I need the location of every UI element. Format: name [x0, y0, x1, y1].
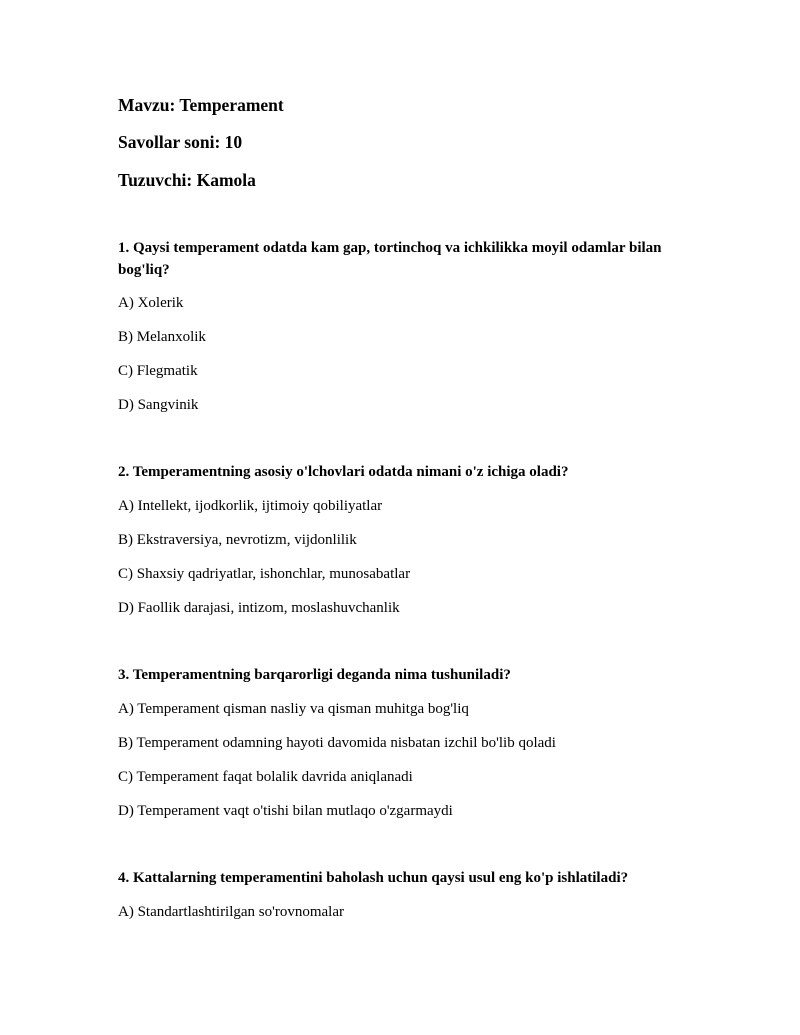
- answer-option: D) Sangvinik: [118, 397, 199, 413]
- answer-option: C) Flegmatik: [118, 363, 198, 379]
- question-2: [118, 462, 678, 617]
- answer-option: B) Temperament odamning hayoti davomida nisbatan izchil bo'lib qoladi: [118, 734, 556, 751]
- answer-option: D) Temperament vaqt o'tishi bilan mutlaqo o'zgarmaydi: [118, 802, 453, 819]
- question-text: 4. Kattalarning temperamentini baholash uchun qaysi usul eng ko'p ishlatiladi?: [118, 870, 629, 886]
- answer-option: A) Standartlashtirilgan so'rovnomalar: [118, 903, 344, 920]
- question-text: 3. Temperamentning barqarorligi deganda nima tushuniladi?: [118, 667, 511, 683]
- question-1: [118, 238, 678, 414]
- answer-option: D) Faollik darajasi, intizom, moslashuvchanlik: [118, 599, 400, 616]
- question-4: [118, 868, 678, 921]
- answer-option: A) Intellekt, ijodkorlik, ijtimoiy qobiliyatlar: [118, 497, 383, 514]
- answer-option: A) Temperament qisman nasliy va qisman muhitga bog'liq: [118, 700, 469, 717]
- question-count-heading: Savollar soni: 10: [118, 132, 243, 152]
- topic-heading: Mavzu: Temperament: [118, 95, 284, 115]
- answer-option: A) Xolerik: [118, 295, 184, 311]
- answer-option: C) Shaxsiy qadriyatlar, ishonchlar, munosabatlar: [118, 565, 411, 582]
- question-text: 1. Qaysi temperament odatda kam gap, tortinchoq va ichkilikka moyil odamlar bilan bog'liq?: [118, 240, 662, 278]
- author-heading: Tuzuvchi: Kamola: [118, 170, 256, 190]
- question-3: [118, 665, 678, 820]
- answer-option: B) Melanxolik: [118, 329, 206, 345]
- answer-option: B) Ekstraversiya, nevrotizm, vijdonlilik: [118, 531, 357, 548]
- answer-option: C) Temperament faqat bolalik davrida aniqlanadi: [118, 768, 413, 785]
- question-text: 2. Temperamentning asosiy o'lchovlari odatda nimani o'z ichiga oladi?: [118, 464, 569, 480]
